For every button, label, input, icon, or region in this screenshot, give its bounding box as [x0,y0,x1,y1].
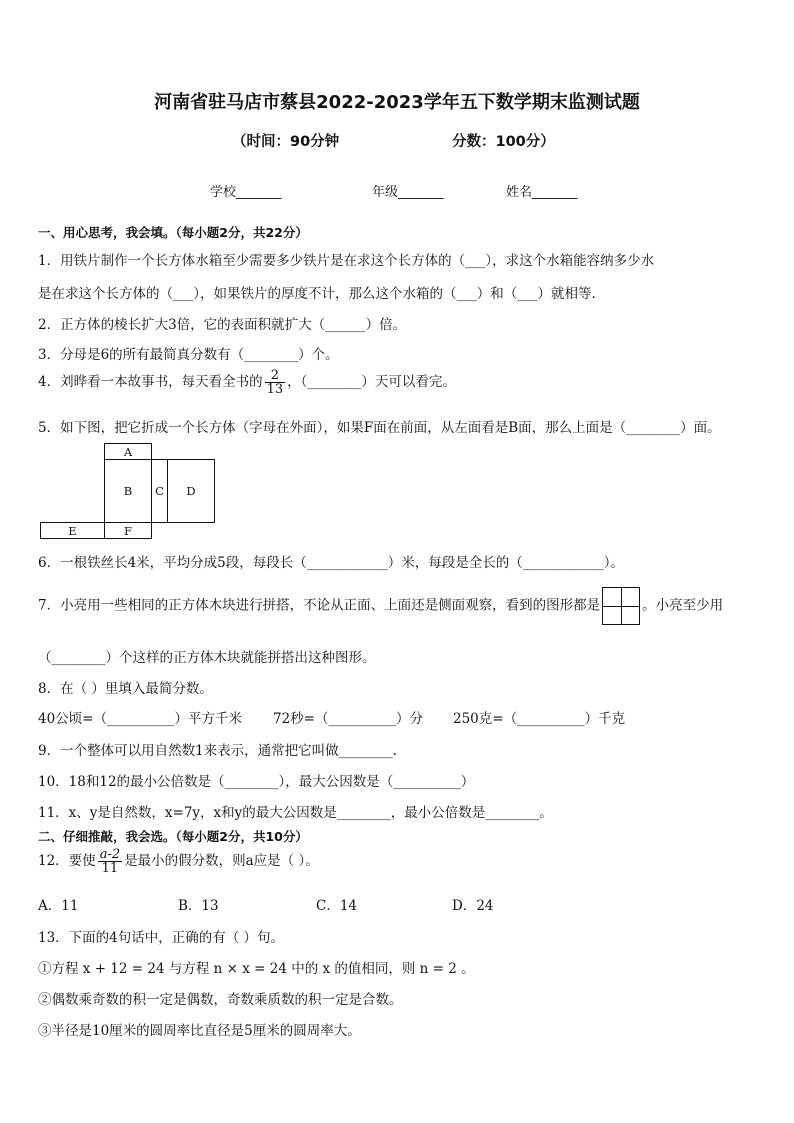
exam-time: （时间：90分钟 [232,134,340,150]
option-d: D．24 [452,898,494,914]
question-1-line-1: 1．用铁片制作一个长方体水箱至少需要多少铁片是在求这个长方体的（___），求这个水箱能容纳多少水 [38,253,655,269]
question-12 [38,848,319,875]
question-8: 8．在（ ）里填入最简分数。 [38,681,213,697]
fraction-a-minus-2-over-11 [98,848,122,875]
fraction-2-13 [265,369,286,396]
section-1-heading: 一、用心思考，我会填。（每小题2分，共22分） [38,225,308,240]
question-8-item-2: 72秒=（__________）分 [273,711,423,727]
question-6: 6．一根铁丝长4米，平均分成5段，每段长（____________）米，每段是全长的（____________）。 [38,555,625,571]
cuboid-net-figure [40,443,220,543]
question-13-statement-3: ③半径是10厘米的圆周率比直径是5厘米的圆周率大。 [38,1023,361,1039]
question-11: 11．x、y是自然数，x=7y，x和y的最大公因数是________，最小公倍数是________。 [38,805,553,821]
net-face-f: F [104,522,152,539]
question-4-text-before: 4．刘晔看一本故事书，每天看全书的 [38,374,263,390]
question-12-text-before: 12．要使 [38,853,96,869]
grade-field: 年级_______ [372,185,444,200]
option-a: A．11 [38,898,79,914]
question-7-line-2: （________）个这样的正方体木块就能拼搭出这种图形。 [38,650,376,666]
fraction-numerator: a-2 [99,847,121,862]
question-3: 3．分母是6的所有最简真分数有（________）个。 [38,347,339,363]
net-face-b: B [104,459,152,523]
fraction-denominator: 13 [266,382,284,397]
question-2: 2．正方体的棱长扩大3倍，它的表面积就扩大（______）倍。 [38,317,407,333]
fraction-denominator: 11 [101,861,119,876]
school-field: 学校_______ [210,185,282,200]
question-5: 5．如下图，把它折成一个长方体（字母在外面），如果F面在前面，从左面看是B面，那么上面是（________）面。 [38,420,721,436]
question-13-statement-2: ②偶数乘奇数的积一定是偶数，奇数乘质数的积一定是合数。 [38,992,403,1008]
question-1-line-2: 是在求这个长方体的（___），如果铁片的厚度不计，那么这个水箱的（___）和（___）就相等. [38,286,596,302]
question-9: 9．一个整体可以用自然数1来表示，通常把它叫做________. [38,743,397,759]
question-7-text-after: 。小亮至少用 [642,597,724,614]
question-8-item-1: 40公顷=（__________）平方千米 [38,711,242,727]
question-4-text-after: ，（________）天可以看完。 [287,374,456,390]
question-7-text-before: 7．小亮用一些相同的正方体木块进行拼搭，不论从正面、上面还是侧面观察，看到的图形都是 [38,597,601,614]
net-face-d: D [167,459,215,523]
question-8-item-3: 250克=（__________）千克 [453,711,626,727]
section-2-heading: 二、仔细推敲，我会选。（每小题2分，共10分） [38,829,308,844]
exam-score: 分数：100分） [452,134,555,150]
net-face-e: E [40,522,105,539]
option-b: B．13 [178,898,219,914]
question-10: 10．18和12的最小公倍数是（________），最大公因数是（__________） [38,774,475,790]
fraction-numerator: 2 [265,369,286,383]
name-field: 姓名_______ [506,185,578,200]
two-by-two-square-icon [602,587,640,625]
question-7 [38,587,723,625]
option-c: C．14 [316,898,358,914]
net-face-c: C [151,459,168,523]
net-face-a: A [104,443,152,460]
question-4 [38,369,456,396]
page-title: 河南省驻马店市蔡县2022-2023学年五下数学期末监测试题 [154,92,640,113]
question-12-text-after: 是最小的假分数，则a应是（ ）。 [124,853,319,869]
question-13: 13．下面的4句话中，正确的有（ ）句。 [38,930,285,946]
question-13-statement-1: ①方程 x + 12 = 24 与方程 n × x = 24 中的 x 的值相同，则 n = 2 。 [38,961,475,977]
